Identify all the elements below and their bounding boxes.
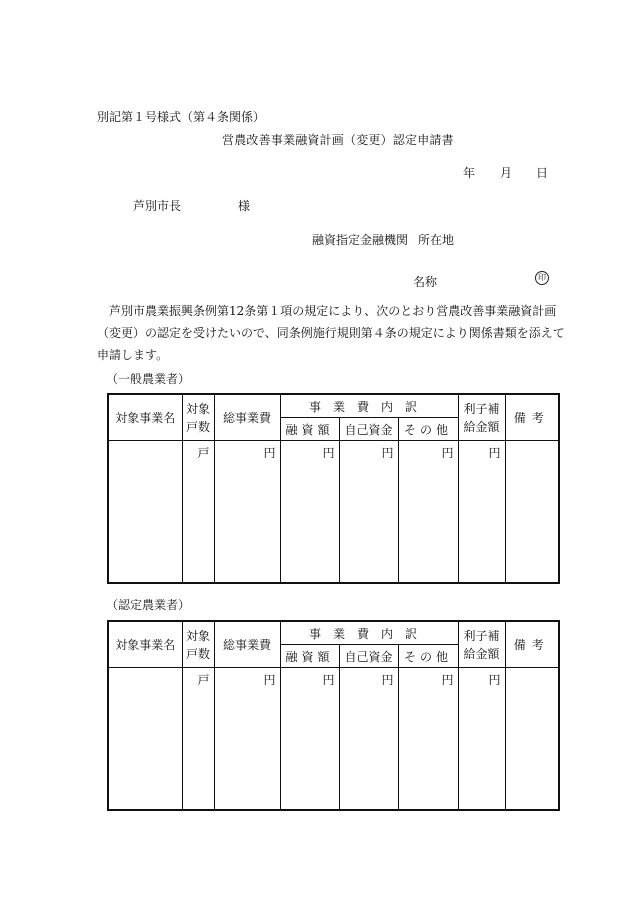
cell-subsidy[interactable]: 円: [458, 668, 505, 811]
cell-households[interactable]: 戸: [182, 668, 214, 811]
loan-plan-table-general: [107, 393, 560, 584]
header-subsidy-line2: 給金額: [463, 419, 500, 434]
header-loan-amount: 融資額: [280, 418, 339, 441]
cell-remarks[interactable]: [505, 668, 559, 811]
applicant-name-label: 名称: [413, 275, 438, 289]
body-line-2: （変更）の認定を受けたいので、同条例施行規則第４条の規定により関係書類を添えて: [97, 326, 565, 340]
cell-own-funds[interactable]: 円: [339, 668, 398, 811]
cell-other[interactable]: 円: [398, 668, 458, 811]
cell-total-cost[interactable]: 円: [214, 668, 280, 811]
document-title: 営農改善事業融資計画（変更）認定申請書: [222, 133, 454, 147]
header-total-cost: 総事業費: [214, 394, 280, 441]
cell-target-project[interactable]: [108, 668, 182, 811]
cell-subsidy[interactable]: 円: [458, 441, 505, 584]
header-households: [182, 621, 214, 668]
cell-households[interactable]: 戸: [182, 441, 214, 584]
header-target-project: 対象事業名: [108, 394, 182, 441]
header-subsidy: [458, 394, 505, 441]
header-target-project: 対象事業名: [108, 621, 182, 668]
header-households: [182, 394, 214, 441]
cell-other[interactable]: 円: [398, 441, 458, 584]
header-remarks: 備考: [505, 394, 559, 441]
header-loan-amount: 融資額: [280, 645, 339, 668]
form-number: 別記第１号様式（第４条関係）: [97, 110, 266, 124]
date-day: 日: [536, 166, 549, 180]
header-households-line2: 戸数: [185, 419, 210, 434]
header-households-line1: 対象: [185, 401, 210, 416]
header-remarks: 備考: [505, 621, 559, 668]
header-breakdown: 事業費内訳: [280, 394, 458, 418]
cell-total-cost[interactable]: 円: [214, 441, 280, 584]
header-other: その他: [398, 645, 458, 668]
body-line-1: 芦別市農業振興条例第12条第１項の規定により、次のとおり営農改善事業融資計画: [109, 304, 557, 318]
category-certified-farmers: （認定農業者）: [106, 598, 191, 612]
header-subsidy: [458, 621, 505, 668]
header-total-cost: 総事業費: [214, 621, 280, 668]
cell-remarks[interactable]: [505, 441, 559, 584]
date-month: 月: [500, 166, 513, 180]
cell-loan-amount[interactable]: 円: [280, 668, 339, 811]
header-households-line1: 対象: [185, 628, 210, 643]
header-subsidy-line2: 給金額: [463, 646, 500, 661]
header-subsidy-line1: 利子補: [463, 401, 500, 416]
cell-own-funds[interactable]: 円: [339, 441, 398, 584]
addressee-name: 芦別市長: [133, 199, 182, 213]
header-own-funds: 自己資金: [339, 645, 398, 668]
applicant-organization: 融資指定金融機関: [312, 233, 409, 247]
addressee-honorific: 様: [238, 199, 251, 213]
header-other: その他: [398, 418, 458, 441]
category-general-farmers: （一般農業者）: [106, 372, 191, 386]
loan-plan-table-certified: [107, 620, 560, 811]
header-subsidy-line1: 利子補: [463, 628, 500, 643]
cell-loan-amount[interactable]: 円: [280, 441, 339, 584]
seal-mark-icon: 印: [535, 271, 549, 285]
applicant-location-label: 所在地: [418, 233, 455, 247]
date-year: 年: [463, 166, 476, 180]
application-body: [97, 300, 577, 366]
cell-target-project[interactable]: [108, 441, 182, 584]
header-households-line2: 戸数: [185, 646, 210, 661]
header-own-funds: 自己資金: [339, 418, 398, 441]
header-breakdown: 事業費内訳: [280, 621, 458, 645]
body-line-3: 申請します。: [97, 348, 169, 362]
